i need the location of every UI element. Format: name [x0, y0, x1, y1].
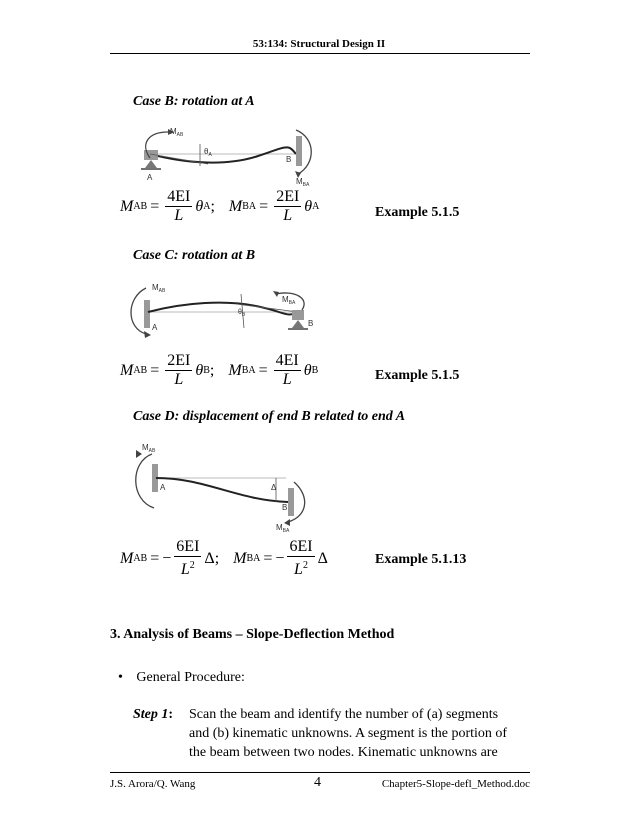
fig-b-theta: $\theta_A$ — [204, 147, 212, 158]
case-d-figure — [126, 440, 316, 532]
case-c-example-ref: Example 5.1.5 — [375, 368, 460, 383]
case-b-example-ref: Example 5.1.5 — [375, 205, 460, 220]
fig-d-b: B — [282, 503, 288, 512]
bullet-text: General Procedure: — [136, 670, 245, 685]
case-b-title: Case B: rotation at A — [133, 94, 255, 109]
fig-d-delta: Δ — [271, 483, 277, 492]
fig-b-mba: $M_{BA}$ — [296, 177, 310, 186]
step1-line: the beam between two nodes. Kinematic unknowns are — [189, 745, 498, 760]
case-d-example-ref: Example 5.1.13 — [375, 552, 467, 567]
step1-line: and (b) kinematic unknowns. A segment is the portion of — [189, 726, 508, 741]
fig-c-mba: $M_{BA}$ — [282, 295, 296, 306]
pin-support-b — [292, 310, 304, 320]
bullet-item — [118, 670, 245, 686]
fixed-support-b — [288, 488, 294, 516]
step1-text — [189, 705, 526, 762]
fixed-support-b — [296, 136, 302, 166]
step1-label: Step 1: — [133, 707, 174, 722]
fig-c-theta: $\theta_B$ — [238, 309, 246, 318]
fig-c-a: A — [152, 323, 158, 332]
case-c-equation: M AB = $\frac{2EI}{L}$ θ B ; M BA = $\frac{4EI}{L}$ θ B — [120, 352, 319, 388]
case-b-figure — [138, 124, 328, 186]
fig-b-b: B — [286, 155, 292, 164]
fig-d-mab: $M_{AB}$ — [142, 443, 156, 454]
case-d-equation: M AB = − $\frac{6EI}{L^2}$ Δ ; M BA = − $\frac{6EI}{L^2}$ Δ — [120, 538, 328, 578]
running-header: 53:134: Structural Design II — [252, 38, 386, 50]
case-d-title: Case D: displacement of end B related to end A — [133, 409, 406, 424]
fig-d-a: A — [160, 483, 166, 492]
fig-b-mab: $M_{AB}$ — [170, 127, 184, 138]
fig-d-mba: $M_{BA}$ — [276, 523, 290, 532]
header-rule — [110, 53, 530, 54]
fig-c-b: B — [308, 319, 314, 328]
fig-c-mab: $M_{AB}$ — [152, 283, 166, 294]
bullet-marker: • — [118, 670, 123, 685]
case-c-figure — [126, 280, 326, 346]
case-c-title: Case C: rotation at B — [133, 248, 256, 263]
fig-b-a: A — [147, 173, 153, 182]
fixed-support-a — [144, 300, 150, 328]
section-heading: 3. Analysis of Beams – Slope-Deflection Method — [110, 627, 395, 642]
case-b-equation: M AB = $\frac{4EI}{L}$ θ A ; M BA = $\frac{2EI}{L}$ θ A — [120, 188, 320, 224]
page-number: 4 — [314, 775, 321, 790]
footer-filename: Chapter5-Slope-defl_Method.doc — [381, 778, 530, 790]
step1-line: Scan the beam and identify the number of (a) segments — [189, 707, 499, 722]
footer-authors: J.S. Arora/Q. Wang — [110, 778, 196, 790]
footer-rule — [110, 772, 530, 773]
